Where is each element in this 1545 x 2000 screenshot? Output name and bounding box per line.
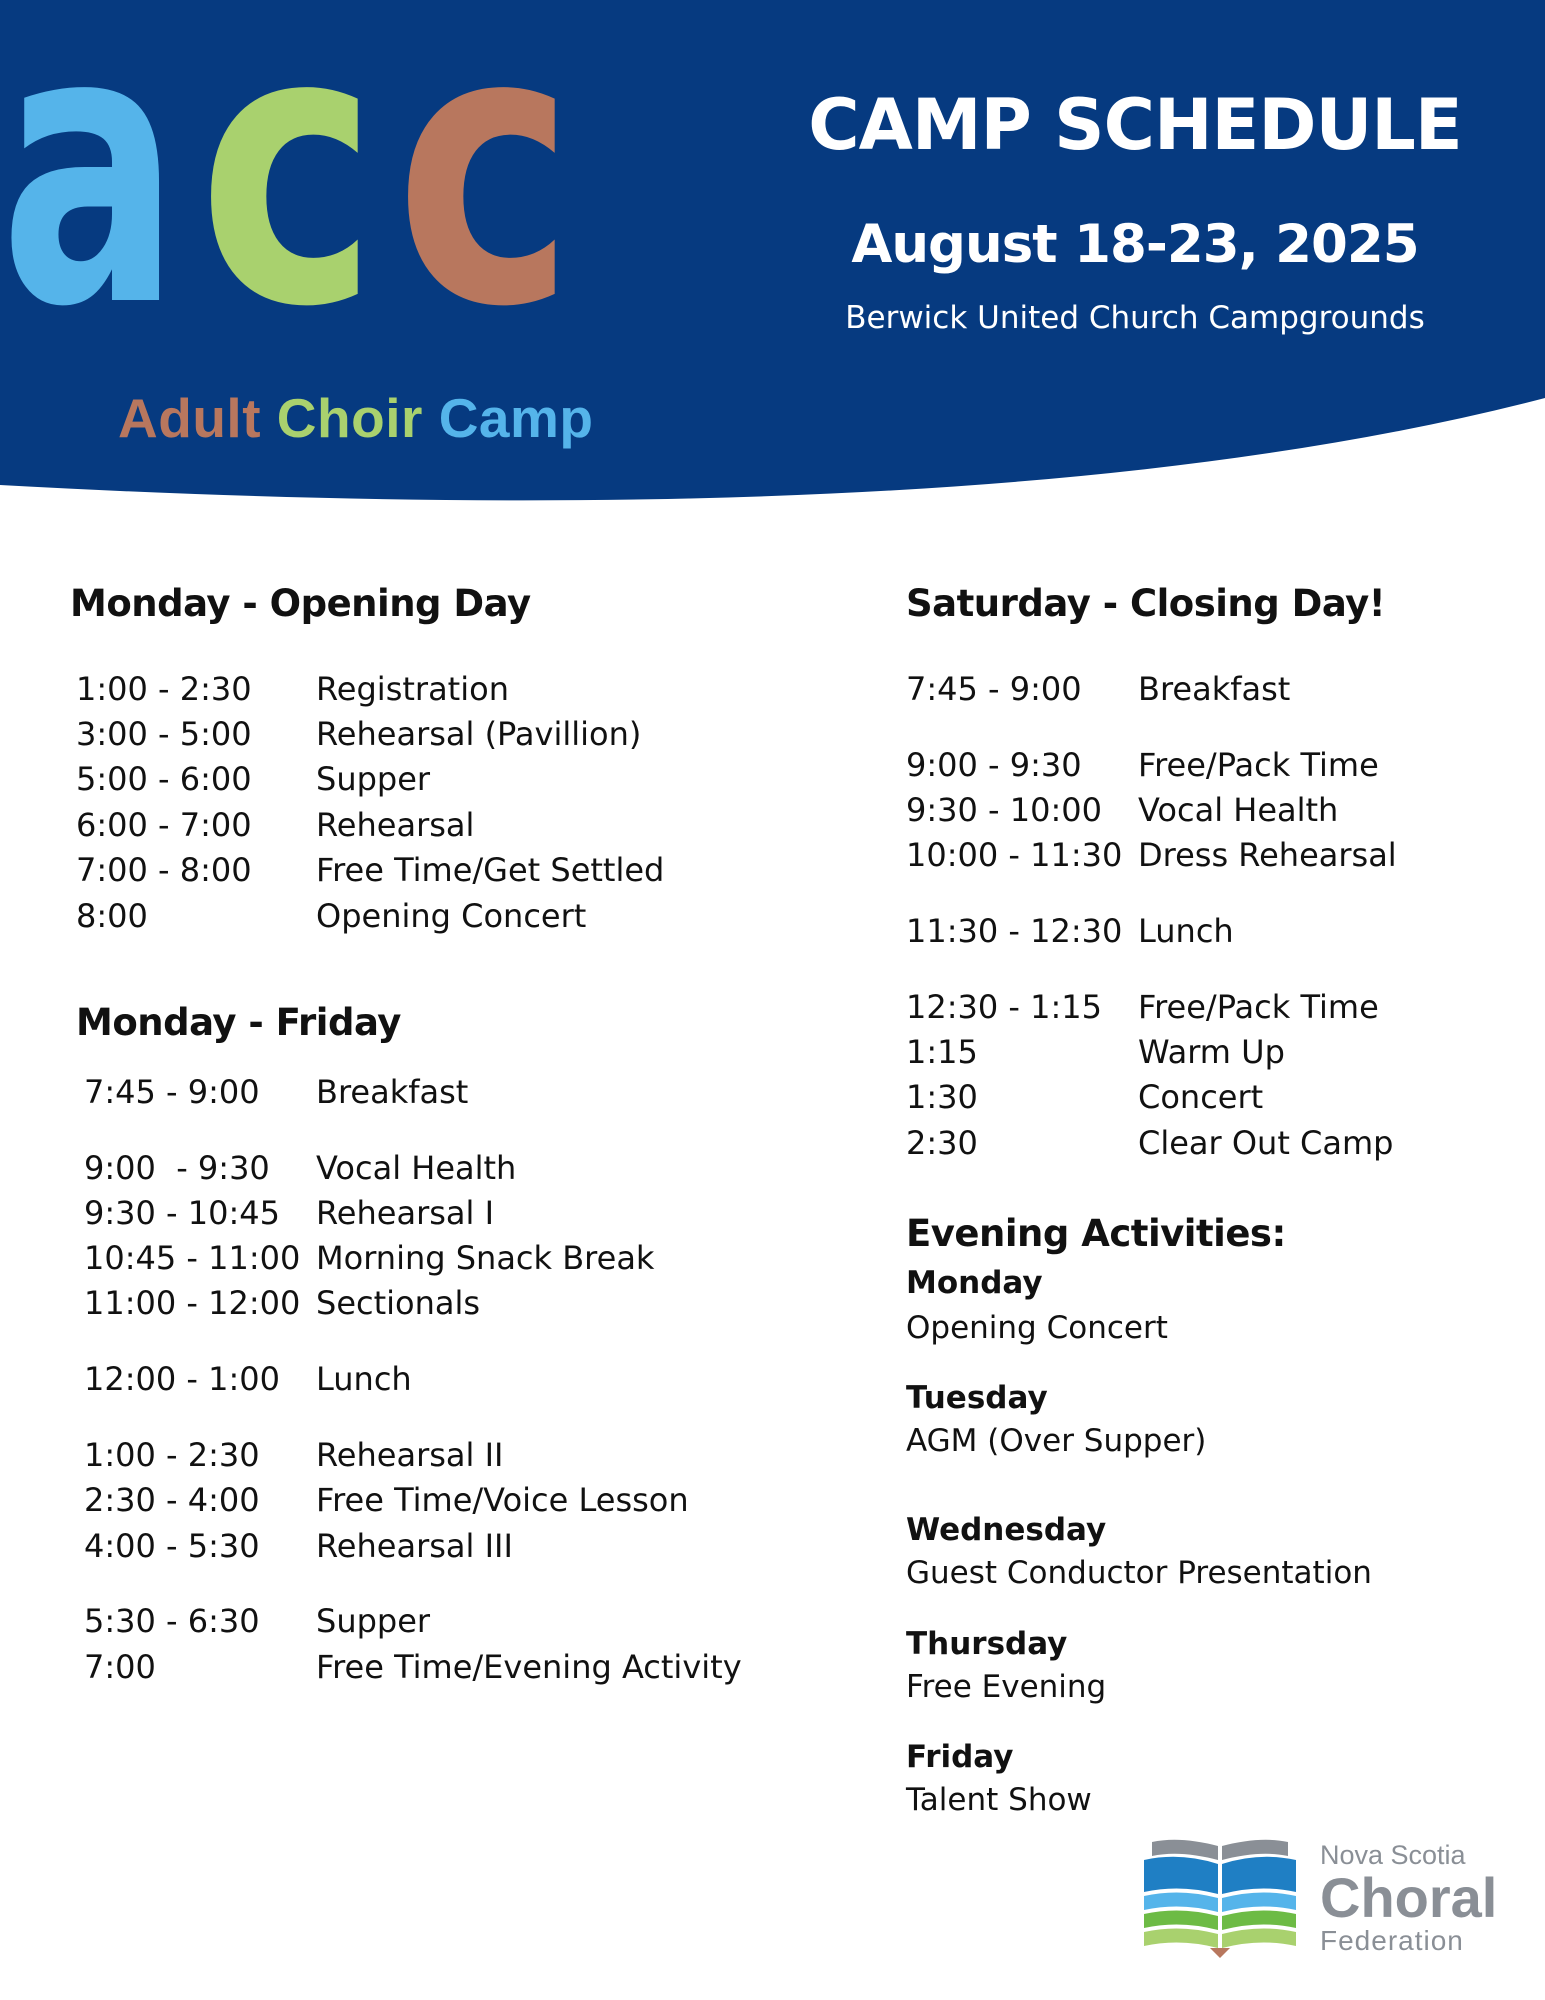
federation-line3: Federation	[1320, 1925, 1464, 1956]
schedule-activity: Vocal Health	[1138, 791, 1339, 829]
schedule-time: 8:00	[76, 897, 148, 935]
logo-letter-c2: c	[395, 0, 575, 390]
schedule-activity: Warm Up	[1138, 1033, 1285, 1071]
schedule-activity: Breakfast	[316, 1073, 469, 1111]
schedule-time: 7:45 - 9:00	[906, 670, 1082, 708]
schedule-time: 1:15	[906, 1033, 978, 1071]
schedule-activity: Lunch	[316, 1360, 412, 1398]
header-banner	[0, 0, 1545, 540]
schedule-activity: Free Time/Voice Lesson	[316, 1481, 689, 1519]
schedule-time: 12:30 - 1:15	[906, 988, 1102, 1026]
schedule-activity: Free Time/Get Settled	[316, 851, 665, 889]
choral-federation-name	[1320, 1840, 1497, 1957]
logo-word-camp: Camp	[438, 387, 594, 449]
page-title: CAMP SCHEDULE	[808, 84, 1462, 166]
schedule-time: 9:30 - 10:00	[906, 791, 1102, 829]
schedule-time: 5:00 - 6:00	[76, 760, 252, 798]
schedule-time: 9:00 - 9:30	[906, 746, 1082, 784]
schedule-activity: Rehearsal I	[316, 1194, 494, 1232]
schedule-activity: Vocal Health	[316, 1149, 517, 1187]
schedule-activity: Free/Pack Time	[1138, 988, 1379, 1026]
schedule-time: 3:00 - 5:00	[76, 715, 252, 753]
schedule-activity: Breakfast	[1138, 670, 1291, 708]
schedule-time: 2:30 - 4:00	[84, 1481, 260, 1519]
schedule-activity: Registration	[316, 670, 509, 708]
schedule-activity: Clear Out Camp	[1138, 1124, 1394, 1162]
schedule-activity: Free/Pack Time	[1138, 746, 1379, 784]
logo-word-choir: Choir	[276, 387, 423, 449]
evening-activity: Free Evening	[906, 1669, 1107, 1705]
schedule-time: 10:45 - 11:00	[84, 1239, 301, 1277]
schedule-time: 10:00 - 11:30	[906, 836, 1123, 874]
schedule-time: 7:00 - 8:00	[76, 851, 252, 889]
evening-day: Tuesday	[906, 1380, 1048, 1416]
section-title-evening: Evening Activities:	[906, 1212, 1286, 1255]
schedule-time: 5:30 - 6:30	[84, 1602, 260, 1640]
schedule-time: 11:00 - 12:00	[84, 1284, 301, 1322]
schedule-time: 1:00 - 2:30	[76, 670, 252, 708]
evening-activity: Talent Show	[906, 1782, 1092, 1818]
federation-line1: Nova Scotia	[1320, 1840, 1466, 1870]
schedule-activity: Opening Concert	[316, 897, 587, 935]
section-title-saturday: Saturday - Closing Day!	[906, 582, 1386, 625]
schedule-activity: Concert	[1138, 1078, 1264, 1116]
logo-word-adult: Adult	[118, 387, 262, 449]
schedule-activity: Supper	[316, 760, 431, 798]
schedule-activity: Supper	[316, 1602, 431, 1640]
schedule-time: 7:00	[84, 1648, 156, 1686]
acc-logo-letters	[0, 0, 580, 390]
schedule-activity: Morning Snack Break	[316, 1239, 655, 1277]
schedule-activity: Dress Rehearsal	[1138, 836, 1397, 874]
schedule-time: 11:30 - 12:30	[906, 912, 1123, 950]
evening-day: Monday	[906, 1265, 1043, 1301]
logo-subtitle	[118, 386, 594, 450]
evening-activity: Opening Concert	[906, 1310, 1168, 1346]
schedule-time: 9:00 - 9:30	[84, 1149, 270, 1187]
choral-federation-book-icon	[1140, 1830, 1300, 1960]
evening-day: Thursday	[906, 1626, 1068, 1662]
camp-venue: Berwick United Church Campgrounds	[845, 300, 1425, 336]
schedule-time: 1:00 - 2:30	[84, 1436, 260, 1474]
section-title-monday: Monday - Opening Day	[70, 582, 531, 625]
schedule-time: 1:30	[906, 1078, 978, 1116]
schedule-time: 2:30	[906, 1124, 978, 1162]
schedule-time: 6:00 - 7:00	[76, 806, 252, 844]
schedule-activity: Rehearsal	[316, 806, 475, 844]
camp-dates: August 18-23, 2025	[851, 214, 1419, 275]
logo-letter-c1: c	[198, 0, 378, 390]
schedule-activity: Sectionals	[316, 1284, 481, 1322]
logo-letter-a: a	[0, 0, 180, 390]
schedule-time: 4:00 - 5:30	[84, 1527, 260, 1565]
schedule-activity: Rehearsal (Pavillion)	[316, 715, 642, 753]
evening-activity: AGM (Over Supper)	[906, 1423, 1207, 1459]
schedule-activity: Rehearsal II	[316, 1436, 504, 1474]
schedule-activity: Free Time/Evening Activity	[316, 1648, 742, 1686]
schedule-time: 12:00 - 1:00	[84, 1360, 280, 1398]
federation-line2: Choral	[1320, 1866, 1498, 1929]
evening-day: Wednesday	[906, 1512, 1107, 1548]
schedule-activity: Lunch	[1138, 912, 1234, 950]
schedule-time: 7:45 - 9:00	[84, 1073, 260, 1111]
evening-day: Friday	[906, 1739, 1014, 1775]
section-title-weekdays: Monday - Friday	[76, 1001, 401, 1044]
schedule-time: 9:30 - 10:45	[84, 1194, 280, 1232]
schedule-activity: Rehearsal III	[316, 1527, 513, 1565]
evening-activity: Guest Conductor Presentation	[906, 1555, 1372, 1591]
